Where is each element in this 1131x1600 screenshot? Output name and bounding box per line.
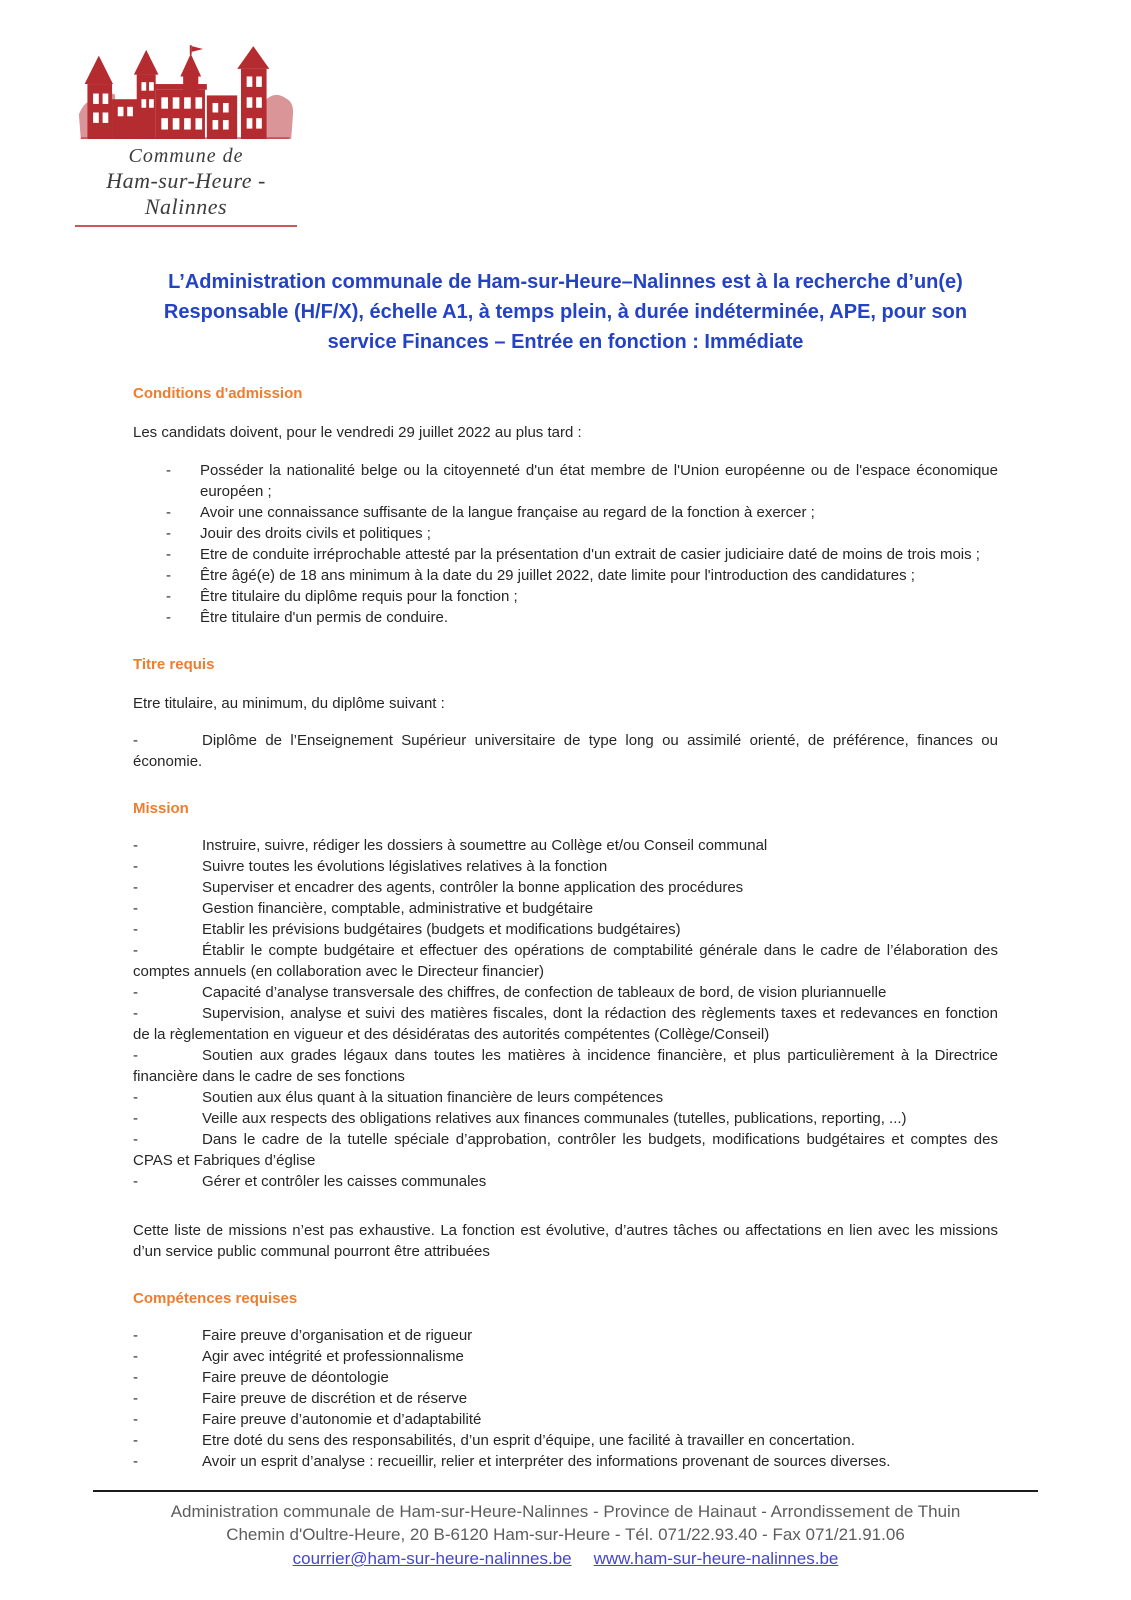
list-item [133,877,998,898]
list-item [133,940,998,982]
list-item-text: Être titulaire d'un permis de conduire. [200,609,448,626]
list-item-text: Etre doté du sens des responsabilités, d’un esprit d’équipe, une facilité à travailler en concertation. [202,1432,855,1449]
list-item-text: Soutien aux élus quant à la situation financière de leurs compétences [202,1089,664,1106]
bullet-dash: - [133,1173,138,1190]
footer-links [133,1547,998,1570]
list-item [133,1367,998,1388]
list-item-text: Établir le compte budgétaire et effectuer des opérations de comptabilité générale dans le cadre de l’élaboration des comptes annuels (en collaboration avec le Directeur financier) [133,942,998,980]
footer-address-line1: Administration communale de Ham-sur-Heure-Nalinnes - Province de Hainaut - Arrondissement de Thuin [170,1502,961,1521]
bullet-dash: - [166,462,171,479]
footer-website-link[interactable]: www.ham-sur-heure-nalinnes.be [593,1549,839,1568]
footer-email-link[interactable]: courrier@ham-sur-heure-nalinnes.be [292,1549,572,1568]
footer-divider [93,1490,1038,1492]
list-item [133,1108,998,1129]
list-item-text: Faire preuve d’organisation et de rigueur [202,1327,473,1344]
list-item-text: Gérer et contrôler les caisses communales [202,1173,487,1190]
bullet-dash: - [133,1348,138,1365]
list-item [133,607,998,628]
section-competences [133,1262,998,1472]
bullet-dash: - [166,525,171,542]
list-item-text: Veille aux respects des obligations relatives aux finances communales (tutelles, publications, reporting, ...) [202,1110,907,1127]
logo-org-name-line1: Commune de [128,145,244,167]
bullet-dash: - [133,1390,138,1407]
section-titre-requis [133,628,998,772]
bullet-dash: - [166,609,171,626]
list-item [133,1451,998,1472]
bullet-dash: - [166,504,171,521]
bullet-dash: - [133,837,138,854]
job-title: L’Administration communale de Ham-sur-Heure–Nalinnes est à la recherche d’un(e) Responsable (H/F/X), échelle A1, à temps plein, à durée indéterminée, APE, pour son service Finances – Entrée en fonction : Immédiate [163,271,968,353]
list-item [133,460,998,502]
list-item [133,502,998,523]
list-item-text: Superviser et encadrer des agents, contrôler la bonne application des procédures [202,879,744,896]
conditions-intro: Les candidats doivent, pour le vendredi 29 juillet 2022 au plus tard : [133,424,582,441]
mission-note: Cette liste de missions n’est pas exhaustive. La fonction est évolutive, d’autres tâches ou affectations en lien avec les missions d’un service public communal pourront être attribuées [133,1222,998,1260]
bullet-dash: - [133,1369,138,1386]
logo-underline [75,225,297,227]
list-item [133,1087,998,1108]
section-mission [133,772,998,1262]
list-item [133,919,998,940]
list-item-text: Soutien aux grades légaux dans toutes les matières à incidence financière, et plus particulièrement à la Directrice financière dans le cadre de ses fonctions [133,1047,998,1085]
list-item [133,1003,998,1045]
list-item-text: Gestion financière, comptable, administrative et budgétaire [202,900,594,917]
list-item-text: Agir avec intégrité et professionnalisme [202,1348,464,1365]
bullet-dash: - [133,1005,138,1022]
bullet-dash: - [133,942,138,959]
list-item [133,1171,998,1192]
list-item [133,1430,998,1451]
mission-heading: Mission [133,800,189,817]
titre-requis-list [133,730,998,772]
list-item-text: Jouir des droits civils et politiques ; [200,525,431,542]
list-item [133,1129,998,1171]
list-item [133,544,998,565]
list-item-text: Posséder la nationalité belge ou la citoyenneté d'un état membre de l'Union européenne ou de l'espace économique européen ; [200,462,998,500]
list-item [133,1325,998,1346]
list-item-text: Supervision, analyse et suivi des matières fiscales, dont la rédaction des règlements taxes et redevances en fonction de la règlementation en vigueur et des désidératas des autorités compétentes (Collège/Conseil) [133,1005,998,1043]
list-item-text: Être âgé(e) de 18 ans minimum à la date du 29 juillet 2022, date limite pour l'introduction des candidatures ; [200,567,915,584]
bullet-dash: - [133,1089,138,1106]
list-item-text: Avoir un esprit d’analyse : recueillir, relier et interpréter des informations provenant de sources diverses. [202,1453,891,1470]
bullet-dash: - [166,588,171,605]
list-item-text: Instruire, suivre, rédiger les dossiers à soumettre au Collège et/ou Conseil communal [202,837,768,854]
bullet-dash: - [133,1327,138,1344]
titre-requis-heading: Titre requis [133,656,215,673]
list-item [133,565,998,586]
logo-org-name-line2: Ham-sur-Heure - Nalinnes [106,168,266,219]
list-item [133,523,998,544]
list-item-text: Diplôme de l’Enseignement Supérieur universitaire de type long ou assimilé orienté, de préférence, finances ou économie. [133,732,998,770]
bullet-dash: - [133,921,138,938]
list-item-text: Dans le cadre de la tutelle spéciale d’approbation, contrôler les budgets, modifications budgétaires et comptes des CPAS et Fabriques d’église [133,1131,998,1169]
list-item-text: Être titulaire du diplôme requis pour la fonction ; [200,588,518,605]
list-item [133,1388,998,1409]
list-item [133,856,998,877]
list-item [133,835,998,856]
bullet-dash: - [133,984,138,1001]
bullet-dash: - [166,567,171,584]
bullet-dash: - [166,546,171,563]
conditions-heading: Conditions d'admission [133,385,303,402]
list-item-text: Etablir les prévisions budgétaires (budgets et modifications budgétaires) [202,921,681,938]
bullet-dash: - [133,879,138,896]
bullet-dash: - [133,732,138,749]
competences-list [133,1325,998,1472]
bullet-dash: - [133,1131,138,1148]
titre-requis-intro: Etre titulaire, au minimum, du diplôme suivant : [133,695,445,712]
list-item-text: Avoir une connaissance suffisante de la langue française au regard de la fonction à exercer ; [200,504,815,521]
list-item-text: Etre de conduite irréprochable attesté par la présentation d'un extrait de casier judiciaire daté de moins de trois mois ; [200,546,980,563]
list-item [133,982,998,1003]
list-item-text: Faire preuve d’autonomie et d’adaptabilité [202,1411,482,1428]
document-footer [133,1490,998,1570]
list-item-text: Capacité d’analyse transversale des chiffres, de confection de tableaux de bord, de vision pluriannuelle [202,984,887,1001]
list-item [133,1045,998,1087]
list-item-text: Suivre toutes les évolutions législatives relatives à la fonction [202,858,608,875]
list-item-text: Faire preuve de discrétion et de réserve [202,1390,468,1407]
list-item [133,1346,998,1367]
competences-heading: Compétences requises [133,1290,298,1307]
footer-address-line2: Chemin d'Oultre-Heure, 20 B-6120 Ham-sur-Heure - Tél. 071/22.93.40 - Fax 071/21.91.06 [226,1525,905,1544]
bullet-dash: - [133,900,138,917]
mission-list [133,835,998,1192]
bullet-dash: - [133,1110,138,1127]
list-item [133,586,998,607]
bullet-dash: - [133,858,138,875]
list-item [133,730,998,772]
list-item [133,1409,998,1430]
bullet-dash: - [133,1411,138,1428]
section-conditions [133,357,998,628]
castle-logo-icon [77,44,295,144]
logo [75,44,297,227]
bullet-dash: - [133,1432,138,1449]
bullet-dash: - [133,1453,138,1470]
bullet-dash: - [133,1047,138,1064]
list-item [133,898,998,919]
conditions-list [133,460,998,628]
list-item-text: Faire preuve de déontologie [202,1369,389,1386]
